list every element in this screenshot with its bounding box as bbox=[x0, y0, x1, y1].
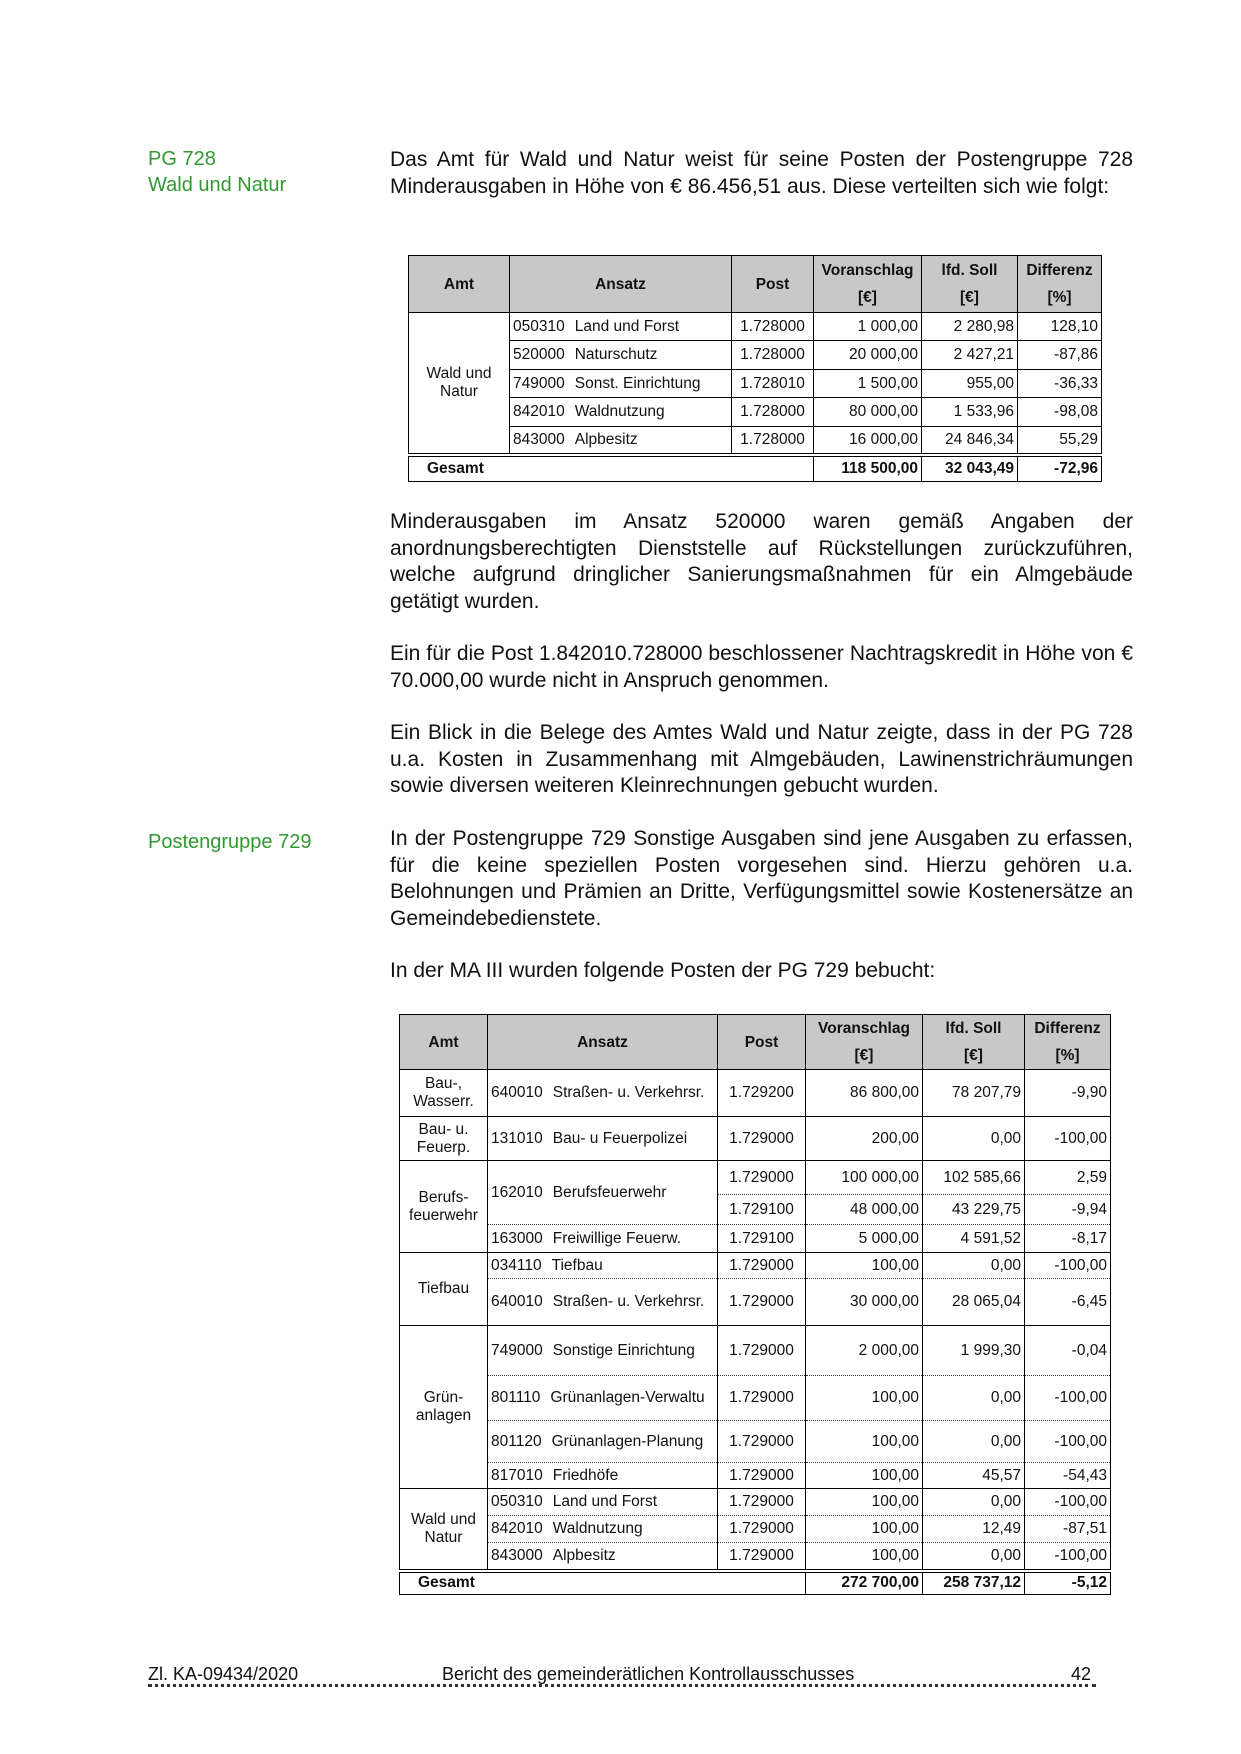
ansatz-cell bbox=[488, 1421, 718, 1463]
ansatz-code: 842010 bbox=[513, 403, 565, 420]
voranschlag-cell: 100,00 bbox=[806, 1376, 923, 1421]
voranschlag-cell: 2 000,00 bbox=[806, 1326, 923, 1376]
soll-cell: 2 280,98 bbox=[922, 313, 1018, 341]
ansatz-cell bbox=[488, 1376, 718, 1421]
diff-cell: -9,94 bbox=[1025, 1195, 1111, 1225]
ansatz bbox=[491, 1257, 714, 1275]
header-label: lfd. Soll bbox=[945, 1020, 1002, 1037]
ansatz-name: Grünanlagen-Verwaltu bbox=[550, 1389, 705, 1406]
total-voranschlag: 272 700,00 bbox=[806, 1571, 923, 1595]
ansatz-name: Grünanlagen-Planung bbox=[551, 1432, 704, 1450]
total-row bbox=[400, 1571, 1111, 1595]
post-cell: 1.728000 bbox=[732, 427, 814, 455]
soll-cell: 102 585,66 bbox=[923, 1161, 1025, 1195]
ansatz bbox=[491, 1184, 714, 1202]
ansatz-name: Sonst. Einrichtung bbox=[574, 374, 701, 392]
table-row bbox=[400, 1225, 1111, 1253]
total-diff: -5,12 bbox=[1025, 1571, 1111, 1595]
table-row bbox=[400, 1543, 1111, 1571]
ansatz-cell bbox=[510, 341, 732, 370]
ansatz-code: 034110 bbox=[491, 1256, 542, 1274]
ansatz-cell bbox=[488, 1117, 718, 1161]
diff-cell: -54,43 bbox=[1025, 1463, 1111, 1489]
post-cell: 1.729000 bbox=[718, 1161, 806, 1195]
side-label-pg729: Postengruppe 729 bbox=[148, 831, 312, 853]
ansatz-cell bbox=[488, 1225, 718, 1253]
table-row bbox=[400, 1117, 1111, 1161]
soll-cell: 0,00 bbox=[923, 1376, 1025, 1421]
table-row bbox=[400, 1463, 1111, 1489]
total-diff: -72,96 bbox=[1018, 455, 1102, 482]
ansatz bbox=[491, 1130, 714, 1148]
ansatz-cell bbox=[510, 398, 732, 427]
voranschlag-cell: 100,00 bbox=[806, 1489, 923, 1516]
table-row bbox=[400, 1279, 1111, 1326]
ansatz-cell bbox=[488, 1161, 718, 1225]
post-cell: 1.729000 bbox=[718, 1376, 806, 1421]
ansatz-code: 131010 bbox=[491, 1129, 543, 1147]
column-header-post bbox=[732, 256, 814, 313]
ansatz-cell bbox=[488, 1279, 718, 1326]
amt-cell: Wald und Natur bbox=[400, 1489, 488, 1571]
ansatz bbox=[491, 1230, 714, 1248]
soll-cell: 0,00 bbox=[923, 1543, 1025, 1571]
column-header-diff bbox=[1018, 256, 1102, 313]
ansatz bbox=[491, 1293, 714, 1311]
ansatz-code: 749000 bbox=[491, 1341, 543, 1359]
ansatz bbox=[491, 1547, 714, 1565]
soll-cell: 0,00 bbox=[923, 1253, 1025, 1279]
ansatz-cell bbox=[510, 313, 732, 341]
voranschlag-cell: 1 000,00 bbox=[814, 313, 922, 341]
voranschlag-cell: 48 000,00 bbox=[806, 1195, 923, 1225]
ansatz-name: Friedhöfe bbox=[552, 1466, 619, 1484]
soll-cell: 0,00 bbox=[923, 1421, 1025, 1463]
diff-cell: -8,17 bbox=[1025, 1225, 1111, 1253]
diff-cell: -100,00 bbox=[1025, 1117, 1111, 1161]
ansatz-cell bbox=[510, 427, 732, 455]
post-cell: 1.729000 bbox=[718, 1326, 806, 1376]
header-label: Voranschlag bbox=[821, 262, 914, 279]
voranschlag-cell: 100,00 bbox=[806, 1516, 923, 1543]
total-row bbox=[409, 455, 1102, 482]
total-label: Gesamt bbox=[400, 1571, 806, 1595]
ansatz-code: 050310 bbox=[513, 317, 565, 335]
voranschlag-cell: 30 000,00 bbox=[806, 1279, 923, 1326]
voranschlag-cell: 20 000,00 bbox=[814, 341, 922, 370]
header-label: Ansatz bbox=[577, 1033, 628, 1051]
soll-cell: 0,00 bbox=[923, 1117, 1025, 1161]
voranschlag-cell: 200,00 bbox=[806, 1117, 923, 1161]
table-row bbox=[409, 427, 1102, 455]
post-cell: 1.728000 bbox=[732, 341, 814, 370]
header-unit: [%] bbox=[1055, 1047, 1080, 1064]
soll-cell: 12,49 bbox=[923, 1516, 1025, 1543]
ansatz-cell bbox=[510, 370, 732, 398]
header-unit: [€] bbox=[964, 1047, 983, 1064]
table-row bbox=[409, 341, 1102, 370]
ansatz bbox=[491, 1433, 714, 1451]
header-label: Amt bbox=[428, 1033, 459, 1051]
soll-cell: 28 065,04 bbox=[923, 1279, 1025, 1326]
header-row bbox=[400, 1015, 1111, 1070]
ansatz bbox=[491, 1520, 714, 1538]
table-row bbox=[400, 1070, 1111, 1117]
ansatz bbox=[513, 375, 728, 393]
post-cell: 1.729100 bbox=[718, 1225, 806, 1253]
table-row bbox=[400, 1489, 1111, 1516]
header-label: Amt bbox=[443, 275, 475, 293]
voranschlag-cell: 1 500,00 bbox=[814, 370, 922, 398]
diff-cell: -100,00 bbox=[1025, 1489, 1111, 1516]
post-cell: 1.728000 bbox=[732, 398, 814, 427]
table-row bbox=[400, 1326, 1111, 1376]
ansatz-cell bbox=[488, 1253, 718, 1279]
column-header-ansatz bbox=[510, 256, 732, 313]
ansatz-name: Alpbesitz bbox=[574, 430, 638, 448]
ansatz-code: 801110 bbox=[491, 1389, 541, 1406]
post-cell: 1.729000 bbox=[718, 1463, 806, 1489]
soll-cell: 955,00 bbox=[922, 370, 1018, 398]
voranschlag-cell: 86 800,00 bbox=[806, 1070, 923, 1117]
post-cell: 1.729000 bbox=[718, 1253, 806, 1279]
total-label: Gesamt bbox=[409, 455, 814, 482]
ansatz bbox=[491, 1342, 714, 1360]
table-pg729 bbox=[399, 1014, 1111, 1595]
table-row bbox=[400, 1516, 1111, 1543]
column-header-post bbox=[718, 1015, 806, 1070]
soll-cell: 78 207,79 bbox=[923, 1070, 1025, 1117]
header-label: Differenz bbox=[1026, 262, 1093, 279]
post-cell: 1.729000 bbox=[718, 1117, 806, 1161]
ansatz-code: 520000 bbox=[513, 346, 565, 363]
column-header-diff bbox=[1025, 1015, 1111, 1070]
header-label: Ansatz bbox=[595, 275, 646, 293]
amt-cell: Bau-, Wasserr. bbox=[400, 1070, 488, 1117]
header-row bbox=[409, 256, 1102, 313]
voranschlag-cell: 16 000,00 bbox=[814, 427, 922, 455]
ansatz bbox=[491, 1493, 714, 1511]
soll-cell: 1 999,30 bbox=[923, 1326, 1025, 1376]
ansatz-code: 640010 bbox=[491, 1293, 543, 1310]
voranschlag-cell: 100 000,00 bbox=[806, 1161, 923, 1195]
diff-cell: 55,29 bbox=[1018, 427, 1102, 455]
ansatz-name: Land und Forst bbox=[552, 1493, 657, 1510]
table-row bbox=[400, 1376, 1111, 1421]
header-label: Post bbox=[755, 275, 790, 293]
ansatz-name: Land und Forst bbox=[574, 317, 679, 335]
table-row bbox=[400, 1253, 1111, 1279]
header-label: lfd. Soll bbox=[941, 262, 998, 279]
ansatz-name: Straßen- u. Verkehrsr. bbox=[552, 1293, 705, 1310]
table-pg728 bbox=[408, 255, 1102, 482]
soll-cell: 2 427,21 bbox=[922, 341, 1018, 370]
column-header-amt bbox=[409, 256, 510, 313]
table-row bbox=[409, 313, 1102, 341]
paragraph: In der MA III wurden folgende Posten der PG 729 bebucht: bbox=[390, 959, 936, 982]
paragraph: Ein für die Post 1.842010.728000 beschlossener Nachtragskredit in Höhe von € 70.000,00 wurde nicht in Anspruch genommen. bbox=[390, 642, 1133, 692]
ansatz bbox=[491, 1467, 714, 1485]
post-cell: 1.728000 bbox=[732, 313, 814, 341]
column-header-ansatz bbox=[488, 1015, 718, 1070]
ansatz-code: 843000 bbox=[491, 1546, 543, 1564]
ansatz-code: 640010 bbox=[491, 1084, 543, 1101]
column-header-soll bbox=[922, 256, 1018, 313]
diff-cell: -6,45 bbox=[1025, 1279, 1111, 1326]
ansatz bbox=[491, 1084, 714, 1102]
ansatz-name: Sonstige Einrichtung bbox=[552, 1341, 695, 1359]
table-row bbox=[409, 398, 1102, 427]
ansatz-code: 817010 bbox=[491, 1466, 543, 1484]
voranschlag-cell: 80 000,00 bbox=[814, 398, 922, 427]
header-unit: [%] bbox=[1047, 289, 1072, 306]
total-soll: 258 737,12 bbox=[923, 1571, 1025, 1595]
amt-cell: Grün-anlagen bbox=[400, 1326, 488, 1489]
voranschlag-cell: 100,00 bbox=[806, 1463, 923, 1489]
post-cell: 1.729000 bbox=[718, 1516, 806, 1543]
soll-cell: 0,00 bbox=[923, 1489, 1025, 1516]
soll-cell: 1 533,96 bbox=[922, 398, 1018, 427]
diff-cell: -0,04 bbox=[1025, 1326, 1111, 1376]
table-row bbox=[400, 1161, 1111, 1195]
ansatz-cell bbox=[488, 1070, 718, 1117]
soll-cell: 45,57 bbox=[923, 1463, 1025, 1489]
diff-cell: -100,00 bbox=[1025, 1253, 1111, 1279]
diff-cell: -98,08 bbox=[1018, 398, 1102, 427]
ansatz-code: 162010 bbox=[491, 1183, 543, 1201]
ansatz-code: 749000 bbox=[513, 374, 565, 392]
total-voranschlag: 118 500,00 bbox=[814, 455, 922, 482]
header-unit: [€] bbox=[858, 289, 877, 306]
header-label: Voranschlag bbox=[818, 1020, 910, 1037]
voranschlag-cell: 5 000,00 bbox=[806, 1225, 923, 1253]
ansatz-code: 050310 bbox=[491, 1493, 543, 1510]
post-cell: 1.729000 bbox=[718, 1279, 806, 1326]
diff-cell: -87,86 bbox=[1018, 341, 1102, 370]
ansatz-name: Alpbesitz bbox=[552, 1546, 616, 1564]
post-cell: 1.729200 bbox=[718, 1070, 806, 1117]
post-cell: 1.729000 bbox=[718, 1421, 806, 1463]
footer-title: Bericht des gemeinderätlichen Kontrollausschusses bbox=[442, 1664, 855, 1684]
intro-paragraph: Das Amt für Wald und Natur weist für seine Posten der Postengruppe 728 Minderausgaben in Höhe von € 86.456,51 aus. Diese verteilten sich wie folgt: bbox=[390, 148, 1133, 198]
diff-cell: -87,51 bbox=[1025, 1516, 1111, 1543]
ansatz-code: 842010 bbox=[491, 1520, 543, 1537]
amt-cell: Bau- u. Feuerp. bbox=[400, 1117, 488, 1161]
ansatz-name: Naturschutz bbox=[574, 346, 658, 363]
ansatz-code: 843000 bbox=[513, 430, 565, 448]
side-label-line: PG 728 bbox=[148, 148, 216, 170]
ansatz-cell bbox=[488, 1543, 718, 1571]
soll-cell: 43 229,75 bbox=[923, 1195, 1025, 1225]
ansatz-code: 163000 bbox=[491, 1229, 543, 1247]
ansatz-cell bbox=[488, 1326, 718, 1376]
ansatz bbox=[513, 403, 728, 421]
post-cell: 1.728010 bbox=[732, 370, 814, 398]
page-number: 42 bbox=[1070, 1664, 1091, 1684]
ansatz-cell bbox=[488, 1489, 718, 1516]
soll-cell: 4 591,52 bbox=[923, 1225, 1025, 1253]
paragraph: Ein Blick in die Belege des Amtes Wald und Natur zeigte, dass in der PG 728 u.a. Kosten in Zusammenhang mit Almgebäuden, Lawinenstrichräumungen sowie diversen weiteren Kleinrechnungen gebucht wurden. bbox=[390, 721, 1133, 797]
paragraph: Minderausgaben im Ansatz 520000 waren gemäß Angaben der anordnungsberechtigten Dienststelle auf Rückstellungen zurückzuführen, welche aufgrund dringlicher Sanierungsmaßnahmen für ein Almgebäude getätigt wurden. bbox=[390, 510, 1133, 613]
amt-cell: Berufs-feuerwehr bbox=[400, 1161, 488, 1253]
post-cell: 1.729000 bbox=[718, 1543, 806, 1571]
diff-cell: 128,10 bbox=[1018, 313, 1102, 341]
ansatz-name: Straßen- u. Verkehrsr. bbox=[552, 1084, 705, 1101]
table-row bbox=[400, 1421, 1111, 1463]
diff-cell: -36,33 bbox=[1018, 370, 1102, 398]
voranschlag-cell: 100,00 bbox=[806, 1253, 923, 1279]
ansatz-name: Waldnutzung bbox=[574, 403, 665, 420]
diff-cell: -100,00 bbox=[1025, 1421, 1111, 1463]
column-header-voranschlag bbox=[806, 1015, 923, 1070]
ansatz-code: 801120 bbox=[491, 1432, 542, 1450]
ansatz-name: Tiefbau bbox=[551, 1256, 603, 1274]
post-cell: 1.729000 bbox=[718, 1489, 806, 1516]
header-label: Post bbox=[744, 1033, 779, 1051]
voranschlag-cell: 100,00 bbox=[806, 1543, 923, 1571]
table-row bbox=[409, 370, 1102, 398]
header-label: Differenz bbox=[1034, 1020, 1101, 1037]
amt-cell: Tiefbau bbox=[400, 1253, 488, 1326]
side-label-line: Wald und Natur bbox=[148, 174, 287, 196]
column-header-soll bbox=[923, 1015, 1025, 1070]
diff-cell: -100,00 bbox=[1025, 1543, 1111, 1571]
ansatz-cell bbox=[488, 1516, 718, 1543]
ansatz-name: Waldnutzung bbox=[552, 1520, 643, 1537]
column-header-amt bbox=[400, 1015, 488, 1070]
soll-cell: 24 846,34 bbox=[922, 427, 1018, 455]
ansatz bbox=[513, 431, 728, 449]
column-header-voranschlag bbox=[814, 256, 922, 313]
amt-cell: Wald und Natur bbox=[409, 313, 510, 455]
footer-reference: Zl. KA-09434/2020 bbox=[148, 1664, 299, 1684]
paragraph: In der Postengruppe 729 Sonstige Ausgaben sind jene Ausgaben zu erfassen, für die keine speziellen Posten vorgesehen sind. Hierzu gehören u.a. Belohnungen und Prämien an Dritte, Verfügungsmittel sowie Kostenersätze an Gemeindebedienstete. bbox=[390, 827, 1133, 930]
diff-cell: -9,90 bbox=[1025, 1070, 1111, 1117]
voranschlag-cell: 100,00 bbox=[806, 1421, 923, 1463]
ansatz-name: Berufsfeuerwehr bbox=[552, 1183, 667, 1201]
header-unit: [€] bbox=[854, 1047, 874, 1064]
total-soll: 32 043,49 bbox=[922, 455, 1018, 482]
ansatz bbox=[491, 1389, 714, 1407]
ansatz bbox=[513, 346, 728, 364]
ansatz bbox=[513, 318, 728, 336]
post-cell: 1.729100 bbox=[718, 1195, 806, 1225]
diff-cell: -100,00 bbox=[1025, 1376, 1111, 1421]
ansatz-name: Bau- u Feuerpolizei bbox=[552, 1129, 688, 1147]
ansatz-cell bbox=[488, 1463, 718, 1489]
header-unit: [€] bbox=[960, 289, 979, 306]
side-label-pg728 bbox=[148, 146, 286, 198]
ansatz-name: Freiwillige Feuerw. bbox=[552, 1229, 682, 1247]
diff-cell: 2,59 bbox=[1025, 1161, 1111, 1195]
